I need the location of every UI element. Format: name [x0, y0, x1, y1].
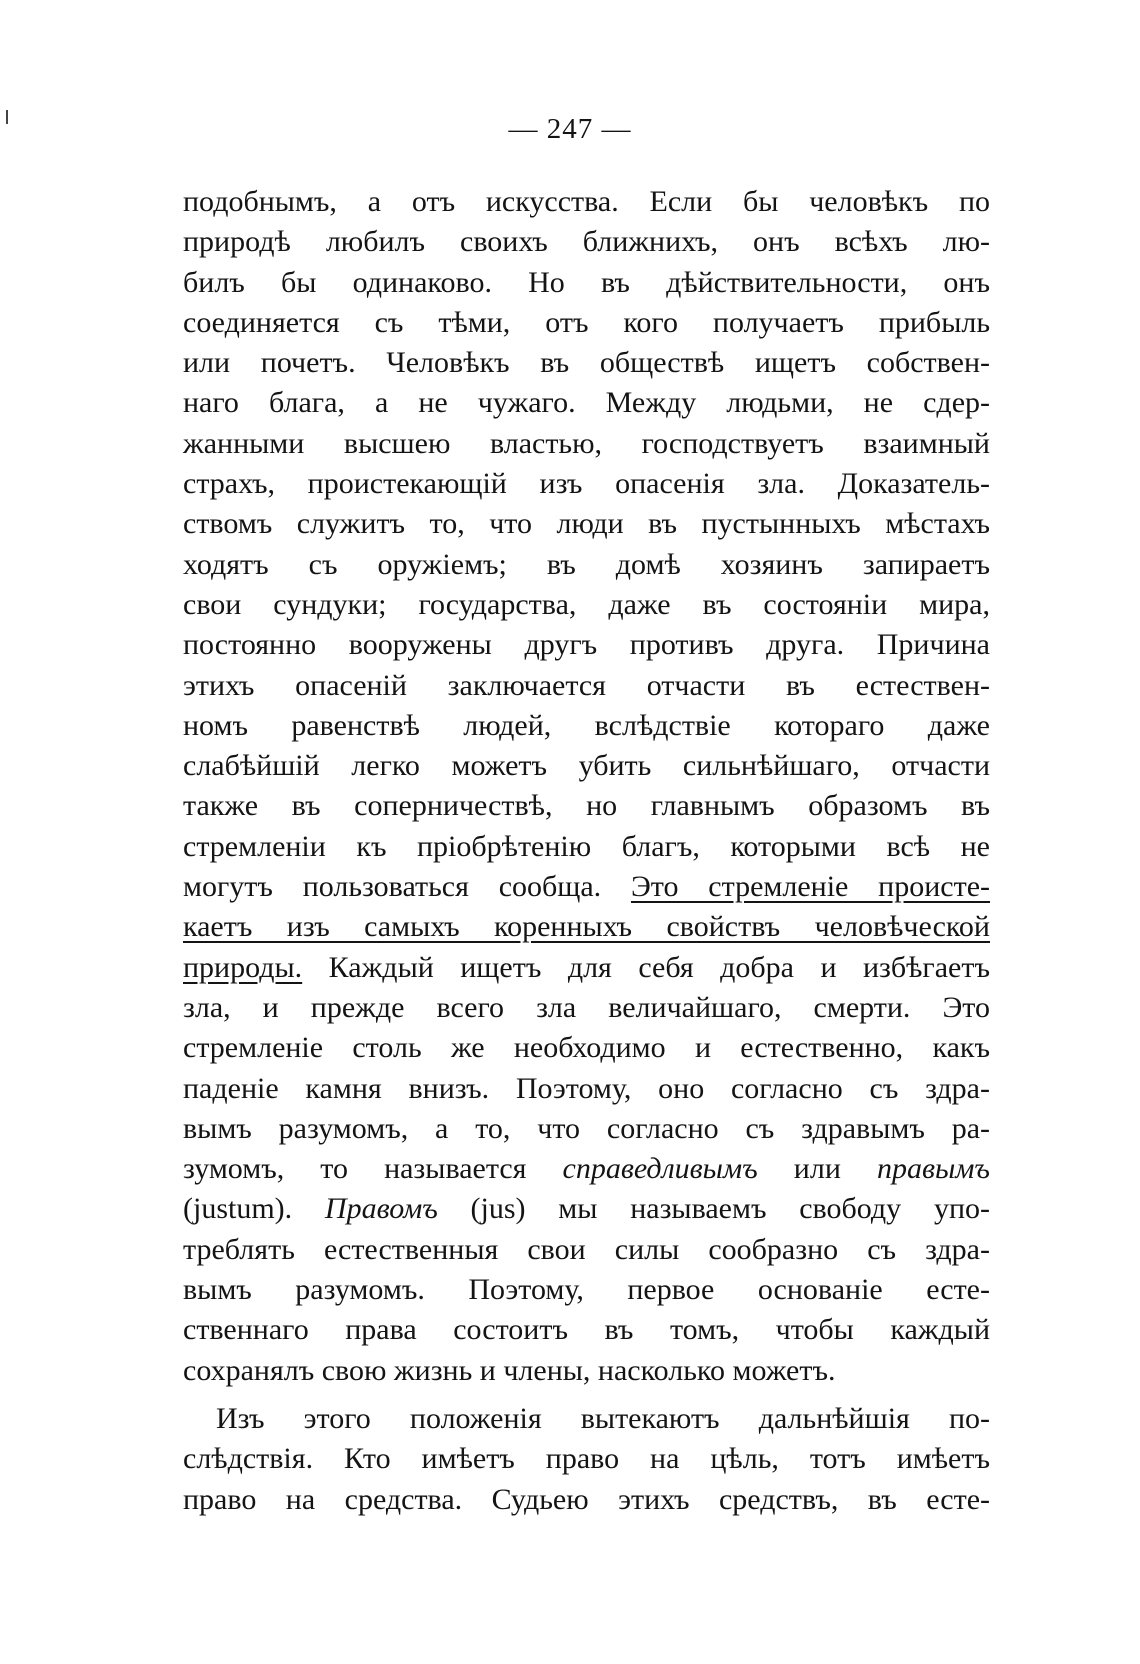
text-line: слабѣйшій легко можетъ убить сильнѣйшаго, отчасти: [183, 749, 990, 783]
text-line: стремленіи къ пріобрѣтенію благъ, которыми всѣ не: [183, 829, 990, 863]
text-line: вымъ разумомъ, а то, что согласно съ здравымъ ра-: [183, 1111, 990, 1145]
text-line: паденіе камня внизъ. Поэтому, оно согласно съ здра-: [183, 1071, 990, 1105]
text-line: стремленіе столь же необходимо и естественно, какъ: [183, 1031, 990, 1065]
text-line: наго блага, а не чужаго. Между людьми, не сдер-: [183, 386, 990, 420]
text-line: подобнымъ, а отъ искусства. Если бы человѣкъ по: [183, 185, 990, 218]
text-line: [183, 948, 990, 988]
text-fragment: или: [757, 1152, 877, 1186]
text-line: вымъ разумомъ. Поэтому, первое основаніе есте-: [183, 1273, 990, 1307]
text-line: постоянно вооружены другъ противъ друга. Причина: [183, 628, 990, 662]
text-line: право на средства. Судьею этихъ средствъ, въ есте-: [183, 1482, 990, 1516]
text-line: сохранялъ свою жизнь и члены, насколько можетъ.: [183, 1353, 836, 1387]
text-line: также въ соперничествѣ, но главнымъ образомъ въ: [183, 789, 990, 823]
text-line: ходятъ съ оружіемъ; въ домѣ хозяинъ запираетъ: [183, 547, 990, 581]
text-line: [183, 907, 990, 947]
underlined-passage: каетъ изъ самыхъ коренныхъ свойствъ человѣческой: [183, 910, 990, 944]
underlined-passage: Это стремленіе происте-: [630, 870, 991, 904]
text-line: номъ равенствѣ людей, вслѣдствіе котораго даже: [183, 708, 990, 742]
paragraph-first-line: Изъ этого положенія вытекаютъ дальнѣйшія по-: [216, 1401, 990, 1435]
text-line: свои сундуки; государства, даже въ состояніи мира,: [183, 587, 990, 621]
text-line: [183, 867, 990, 907]
italic-term: правымъ: [876, 1152, 990, 1186]
text-line: [183, 1149, 990, 1189]
italic-term: справедливымъ: [562, 1152, 758, 1186]
text-fragment: могутъ пользоваться сообща.: [183, 870, 631, 904]
text-line: [183, 1189, 990, 1229]
text-line: жанными высшею властью, господствуетъ взаимный: [183, 426, 990, 460]
text-line: ственнаго права состоитъ въ томъ, чтобы каждый: [183, 1313, 990, 1347]
text-fragment: (jus) мы называемъ свободу упо-: [437, 1192, 990, 1226]
italic-term: Правомъ: [324, 1192, 438, 1226]
text-line: ствомъ служитъ то, что люди въ пустынныхъ мѣстахъ: [183, 507, 990, 541]
text-fragment: Каждый ищетъ для себя добра и избѣгаетъ: [302, 950, 990, 984]
text-fragment: зумомъ, то называется: [183, 1152, 563, 1186]
text-line: этихъ опасеній заключается отчасти въ естествен-: [183, 668, 990, 702]
paragraph-gap: [183, 1391, 990, 1399]
text-line: билъ бы одинаково. Но въ дѣйствительности, онъ: [183, 265, 990, 299]
underlined-passage: природы.: [183, 950, 303, 984]
page-number: — 247 —: [508, 113, 632, 145]
text-line: или почетъ. Человѣкъ въ обществѣ ищетъ собствен-: [183, 346, 990, 380]
body-text: [183, 182, 990, 1520]
text-line: зла, и прежде всего зла величайшаго, смерти. Это: [183, 990, 990, 1024]
text-fragment: (justum).: [183, 1192, 325, 1226]
text-line: природѣ любилъ своихъ ближнихъ, онъ всѣхъ лю-: [183, 225, 990, 259]
text-line: соединяется съ тѣми, отъ кого получаетъ прибыль: [183, 305, 990, 339]
text-line: слѣдствія. Кто имѣетъ право на цѣль, тотъ имѣетъ: [183, 1442, 990, 1476]
text-line: страхъ, проистекающій изъ опасенія зла. Доказатель-: [183, 467, 990, 501]
text-line: треблять естественныя свои силы сообразно съ здра-: [183, 1232, 990, 1266]
